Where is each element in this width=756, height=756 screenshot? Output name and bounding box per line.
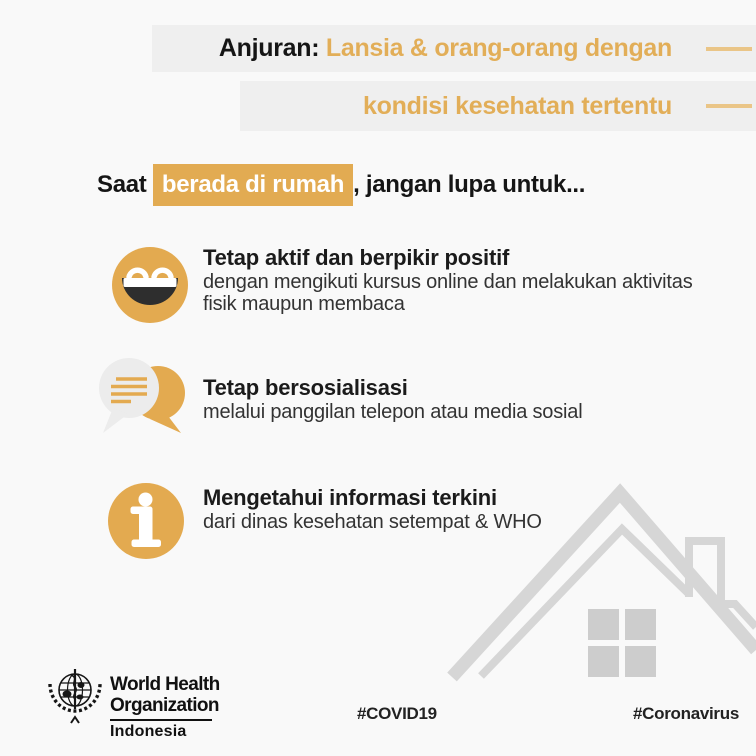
- who-logo-text: [110, 675, 220, 716]
- who-logo-divider: [110, 719, 212, 721]
- item-title: Mengetahui informasi terkini: [203, 485, 497, 510]
- list-item: [203, 376, 582, 423]
- house-window: [588, 609, 656, 677]
- header-line1-rest: Lansia & orang-orang dengan: [325, 34, 672, 62]
- item-title: Tetap bersosialisasi: [203, 375, 408, 400]
- hashtag-covid19: #COVID19: [357, 704, 437, 723]
- item-body: dengan mengikuti kursus online dan melakukan aktivitas fisik maupun membaca: [203, 271, 693, 315]
- hashtag-coronavirus: #Coronavirus: [633, 704, 739, 723]
- intro-post: , jangan lupa untuk...: [353, 171, 586, 198]
- list-item: [203, 246, 703, 315]
- intro-highlight: berada di rumah: [153, 164, 353, 206]
- chat-bubbles-icon: [96, 354, 190, 442]
- smiley-icon: [112, 247, 188, 323]
- who-logo-region: Indonesia: [110, 723, 187, 740]
- who-logo-line2: Organization: [110, 694, 219, 716]
- list-item: [203, 486, 542, 533]
- who-emblem-icon: [44, 664, 106, 726]
- item-body: melalui panggilan telepon atau media sosial: [203, 401, 583, 423]
- intro-pre: Saat: [97, 171, 153, 198]
- who-logo-line1: World Health: [110, 674, 220, 695]
- gold-dash-decoration: [706, 104, 752, 108]
- header-bar-line2: [240, 81, 756, 131]
- header-line1-text: [219, 34, 672, 63]
- item-title: Tetap aktif dan berpikir positif: [203, 245, 510, 270]
- info-icon: [108, 483, 184, 559]
- header-bar-line1: [152, 25, 756, 72]
- intro-sentence: [97, 164, 585, 206]
- header-line2-text: kondisi kesehatan tertentu: [363, 91, 672, 120]
- header-line1-prefix: Anjuran:: [218, 34, 326, 62]
- item-body: dari dinas kesehatan setempat & WHO: [203, 511, 542, 533]
- gold-dash-decoration: [706, 47, 752, 51]
